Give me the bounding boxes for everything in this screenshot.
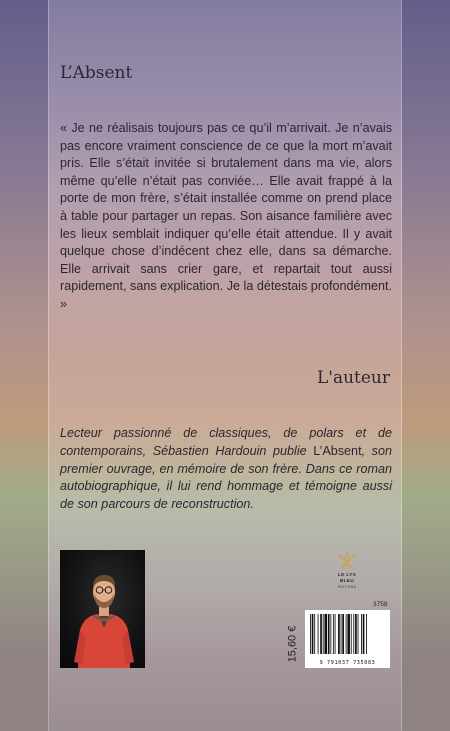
publisher-subtitle: ÉDITIONS	[337, 585, 357, 589]
author-heading: L'auteur	[316, 368, 390, 388]
barcode-digits: 9 791037 735083	[319, 660, 376, 666]
author-bio-book-title: L’Absent	[313, 443, 362, 458]
author-bio-end: , son premier ouvrage, en mémoire de son frère. Dans ce roman autobiographique, il lui rend hommage et témoigne aussi de son parcours de reconstruction.	[60, 443, 392, 512]
fold-line-right	[401, 0, 402, 731]
lily-flower-icon	[336, 549, 358, 571]
barcode-bars	[305, 610, 390, 658]
publisher-name: LE LYS BLEU	[337, 573, 357, 584]
flap-edge-right	[402, 0, 450, 731]
spine-edge-left	[0, 0, 48, 731]
book-title: L’Absent	[60, 63, 133, 83]
author-photo	[60, 550, 145, 668]
author-bio-start: Lecteur passionné de classiques, de polars et de contemporains, Sébastien Hardouin publie	[60, 426, 392, 458]
book-excerpt: « Je ne réalisais toujours pas ce qu’il m’arrivait. Je n’avais pas encore vraiment conscience de ce que la mort m’avait pris. Elle s’était invitée si brutalement dans ma vie, alors même qu’elle n’était pas conviée… Elle avait frappé à la porte de mon frère, s’était installée comme on prend place à table pour partager un repas. Son aisance familière avec les lieux semblait indiquer qu’elle était attendue. Il y avait quelque chose d’indécent chez elle, dans sa démarche. Elle arrivait sans crier gare, et repartait tout aussi rapidement, sans explication. Je la détestais profondément. »	[60, 121, 392, 311]
price-value: 15,60 €	[286, 625, 299, 663]
author-bio	[60, 425, 392, 514]
publisher-logo	[330, 549, 364, 589]
price-label	[280, 622, 304, 666]
product-code: 3758	[373, 601, 388, 608]
isbn-barcode	[305, 610, 390, 668]
